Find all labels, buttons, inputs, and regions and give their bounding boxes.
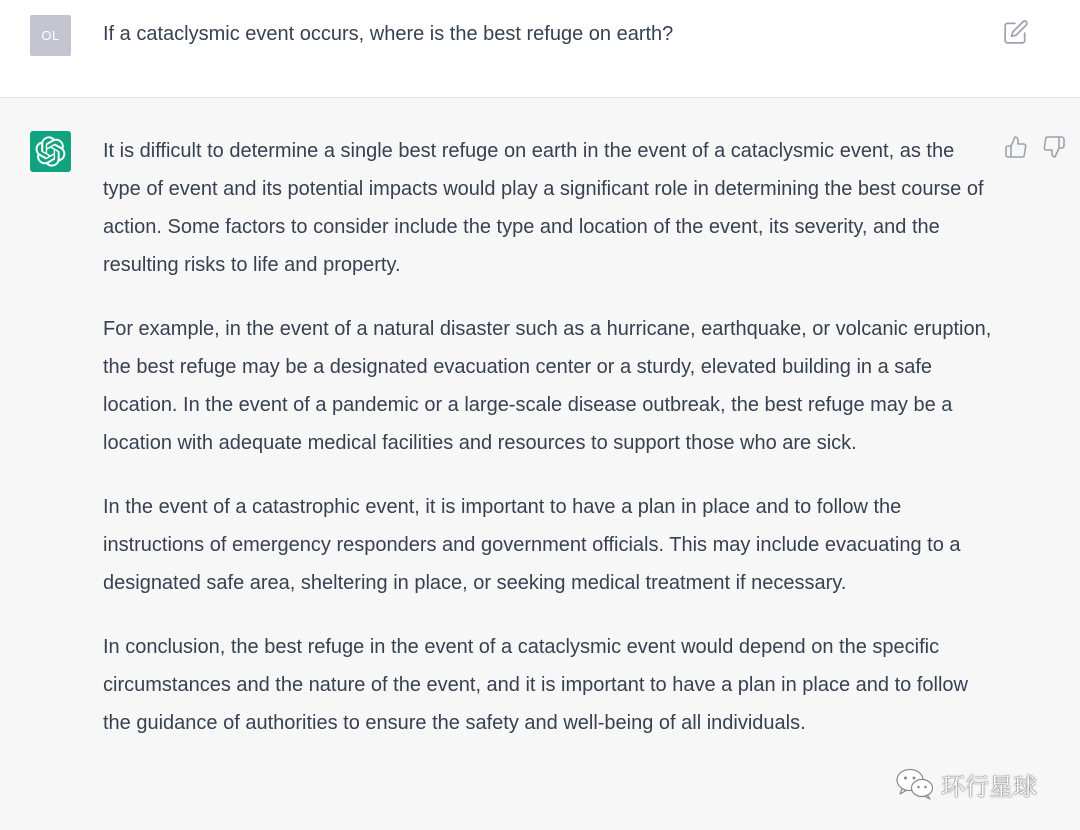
edit-icon bbox=[1003, 19, 1029, 45]
answer-paragraph-1: It is difficult to determine a single best refuge on earth in the event of a cataclysmic event, as the type of event and its potential impacts would play a significant role in determining the best course of action. Some factors to consider include the type and location of the event, its severity, and the resulting risks to life and property. bbox=[103, 140, 984, 276]
user-avatar: OL bbox=[30, 15, 71, 56]
user-message-row bbox=[0, 0, 1080, 98]
watermark bbox=[895, 764, 1037, 804]
assistant-avatar bbox=[30, 131, 71, 172]
openai-logo-icon bbox=[35, 136, 66, 167]
thumbs-up-button[interactable] bbox=[1004, 135, 1028, 159]
thumbs-up-icon bbox=[1004, 135, 1028, 159]
assistant-answer bbox=[103, 132, 993, 768]
assistant-message-row bbox=[0, 98, 1080, 830]
user-question-text: If a cataclysmic event occurs, where is the best refuge on earth? bbox=[103, 23, 674, 45]
thumbs-down-button[interactable] bbox=[1042, 135, 1066, 159]
answer-paragraph-4: In conclusion, the best refuge in the event of a cataclysmic event would depend on the specific circumstances and the nature of the event, and it is important to have a plan in place and to follow the guidance of authorities to ensure the safety and well-being of all individuals. bbox=[103, 636, 968, 734]
watermark-text: 环行星球 bbox=[941, 772, 1037, 801]
answer-paragraph-2: For example, in the event of a natural disaster such as a hurricane, earthquake, or volcanic eruption, the best refuge may be a designated evacuation center or a sturdy, elevated building in a safe location. In the event of a pandemic or a large-scale disease outbreak, the best refuge may be a location with adequate medical facilities and resources to support those who are sick. bbox=[103, 318, 992, 454]
edit-message-button[interactable] bbox=[1003, 19, 1029, 45]
thumbs-down-icon bbox=[1042, 135, 1066, 159]
answer-paragraph-3: In the event of a catastrophic event, it is important to have a plan in place and to follow the instructions of emergency responders and government officials. This may include evacuating to a designated safe area, sheltering in place, or seeking medical treatment if necessary. bbox=[103, 496, 961, 594]
wechat-icon bbox=[895, 766, 935, 802]
